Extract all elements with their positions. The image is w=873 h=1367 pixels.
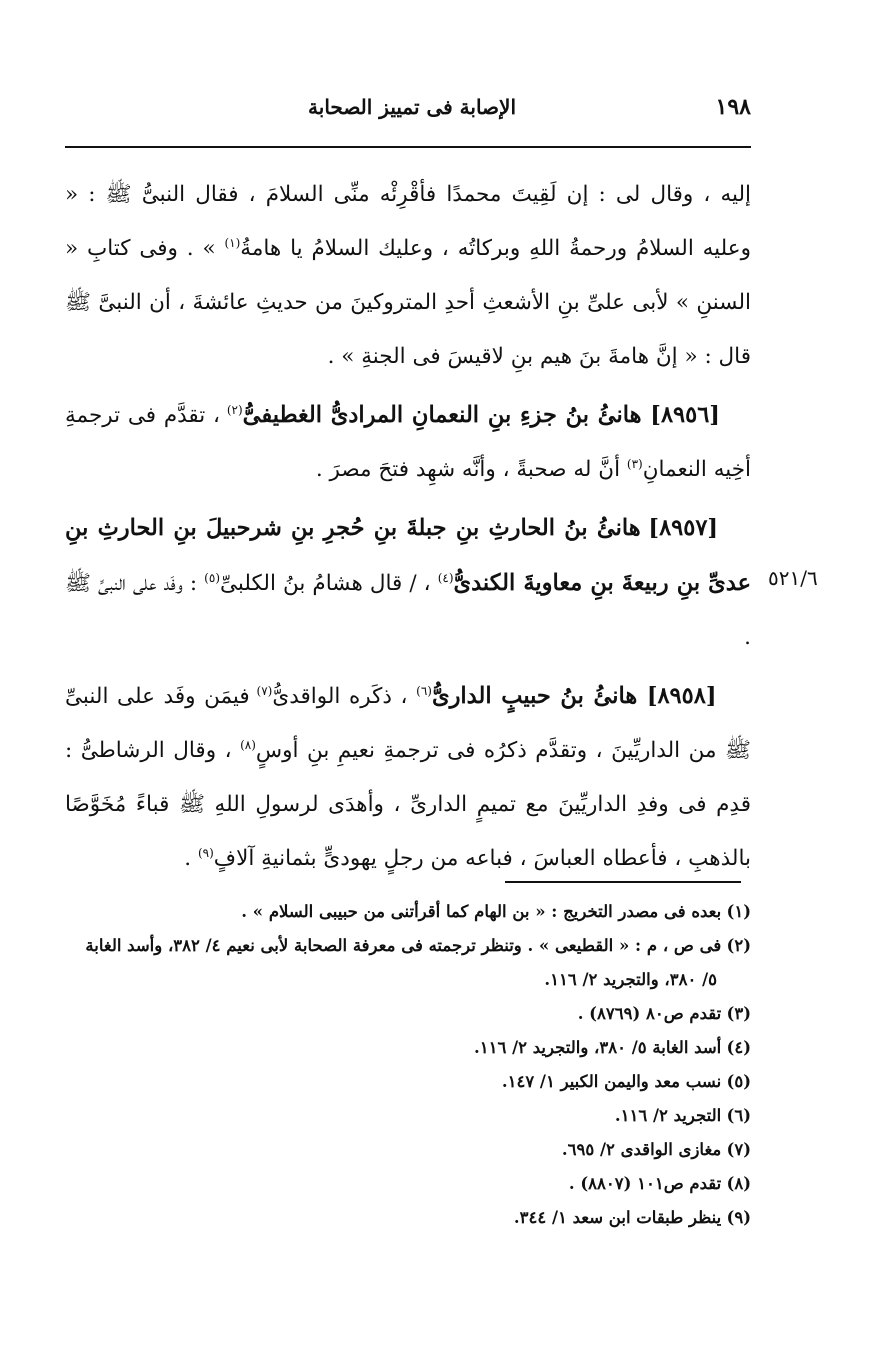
intro-paragraph bbox=[65, 168, 751, 384]
footnote-ref-3: (٣) bbox=[626, 456, 643, 471]
entry-8957-text-b: : وفَد على النبىِّ ﷺ . bbox=[65, 571, 751, 650]
footnote-ref-5: (٥) bbox=[204, 570, 220, 585]
footnote-text: فى ص ، م : « القطيعى » . وتنظر ترجمته فى معرفة الصحابة لأبى نعيم ٤/ ٣٨٢، وأسد الغابة bbox=[85, 936, 722, 955]
footnote-7 bbox=[60, 1133, 751, 1167]
entry-8956-text-a: ، تقدَّم فى ترجمةِ أخِيه النعمانِ bbox=[65, 403, 751, 482]
footnote-4 bbox=[60, 1031, 751, 1065]
footnotes bbox=[60, 895, 751, 1235]
header-rule bbox=[65, 146, 751, 148]
footnote-number: (٦) bbox=[726, 1106, 751, 1125]
entry-8958-text-a: ، ذكَره الواقدىُّ bbox=[272, 684, 417, 709]
entry-8956-head: [٨٩٥٦] هانئُ بنُ جزءِ بنِ النعمانِ المرادىُّ الغطيفىُّ bbox=[242, 402, 720, 428]
footnote-3 bbox=[60, 997, 751, 1031]
footnote-rule bbox=[505, 881, 741, 883]
footnote-number: (٢) bbox=[726, 936, 751, 955]
margin-reference: ٥٢١/٦ bbox=[768, 566, 818, 590]
footnote-text: تقدم ص٨٠ (٨٧٦٩) . bbox=[577, 1004, 722, 1023]
footnote-ref-4: (٤) bbox=[437, 570, 454, 585]
footnote-ref-2: (٢) bbox=[226, 402, 243, 417]
footnote-ref-6: (٦) bbox=[416, 683, 432, 698]
footnote-8 bbox=[60, 1167, 751, 1201]
footnote-ref-1: (١) bbox=[224, 235, 241, 250]
footnote-ref-9: (٩) bbox=[197, 845, 214, 860]
footnote-9 bbox=[60, 1201, 751, 1235]
footnote-text: مغازى الواقدى ٢/ ٦٩٥. bbox=[561, 1140, 722, 1159]
intro-text-a: إليه ، وقال لى : إن لَقِيتَ محمدًا فأقْرِئْه منِّى السلامَ ، فقال النبىُّ ﷺ : « وعليه السلامُ ورحمةُ اللهِ وبركاتُه ، وعليك السلامُ يا هامةُ bbox=[65, 182, 751, 261]
running-title: الإصابة فى تمييز الصحابة bbox=[308, 95, 516, 119]
entry-8956-text-b: أنَّ له صحبةً ، وأنَّه شهِد فتحَ مصرَ . bbox=[315, 457, 627, 482]
footnote-number: (٩) bbox=[726, 1208, 751, 1227]
entry-8958-head: [٨٩٥٨] هانئُ بنُ حبيبٍ الدارىُّ bbox=[431, 683, 717, 709]
footnote-number: (٣) bbox=[726, 1004, 751, 1023]
footnote-number: (١) bbox=[726, 902, 751, 921]
footnote-number: (٧) bbox=[726, 1140, 751, 1159]
footnote-ref-7: (٧) bbox=[256, 683, 273, 698]
body-text bbox=[65, 168, 751, 886]
page-number: ١٩٨ bbox=[715, 94, 751, 120]
entry-8958 bbox=[65, 669, 751, 886]
entry-8957-text-a: ، / قال هشامُ بنُ الكلبىِّ bbox=[220, 571, 438, 596]
footnote-text: ينظر طبقات ابن سعد ١/ ٣٤٤. bbox=[513, 1208, 722, 1227]
footnote-ref-8: (٨) bbox=[240, 737, 256, 752]
entry-8956 bbox=[65, 388, 751, 497]
footnote-6 bbox=[60, 1099, 751, 1133]
entry-8957 bbox=[65, 501, 751, 665]
entry-8958-text-d: . bbox=[184, 846, 198, 871]
entry-8958-text-b: فيمَن وفَد على النبىِّ ﷺ من الداريِّينَ ، وتقدَّم ذكرُه فى ترجمةِ نعيمِ بنِ أوسٍ bbox=[65, 684, 751, 763]
intro-text-b: » . وفى كتابِ « السننِ » لأبى علىِّ بنِ الأشعثِ أحدِ المتروكينَ من حديثِ عائشةَ ، أن النبىَّ ﷺ قال : « إنَّ هامةَ بنَ هيم بنِ لاقيسَ فى الجنةِ » . bbox=[65, 236, 751, 369]
footnote-continuation: ٥/ ٣٨٠، والتجريد ٢/ ١١٦. bbox=[544, 970, 717, 989]
entry-8957-head: [٨٩٥٧] هانئُ بنُ الحارثِ بنِ جبلةَ بنِ حُجرِ بنِ شرحبيلَ بنِ الحارثِ بنِ عدىِّ بنِ ربيعةَ بنِ معاويةَ الكندىُّ bbox=[65, 515, 751, 596]
footnote-number: (٥) bbox=[726, 1072, 751, 1091]
footnote-text: بعده فى مصدر التخريج : « بن الهام كما أقرأتنى من حبيبى السلام » . bbox=[241, 902, 722, 921]
entry-8958-text-c: ، وقال الرشاطىُّ : قدِم فى وفدِ الداريِّينَ مع تميمٍ الدارىِّ ، وأهدَى لرسولِ اللهِ ﷺ قباءً مُخَوَّصًا بالذهبِ ، فأعطاه العباسَ ، فباعه من رجلٍ يهودىٍّ بثمانيةِ آلافٍ bbox=[65, 738, 751, 871]
footnote-1 bbox=[60, 895, 751, 929]
footnote-5 bbox=[60, 1065, 751, 1099]
footnote-2 bbox=[60, 929, 751, 997]
footnote-number: (٨) bbox=[726, 1174, 751, 1193]
footnote-number: (٤) bbox=[726, 1038, 751, 1057]
page-header bbox=[65, 92, 751, 132]
footnote-text: نسب معد واليمن الكبير ١/ ١٤٧. bbox=[501, 1072, 722, 1091]
footnote-text: تقدم ص١٠١ (٨٨٠٧) . bbox=[568, 1174, 722, 1193]
footnote-text: أسد الغابة ٥/ ٣٨٠، والتجريد ٢/ ١١٦. bbox=[474, 1038, 722, 1057]
footnote-text: التجريد ٢/ ١١٦. bbox=[614, 1106, 722, 1125]
